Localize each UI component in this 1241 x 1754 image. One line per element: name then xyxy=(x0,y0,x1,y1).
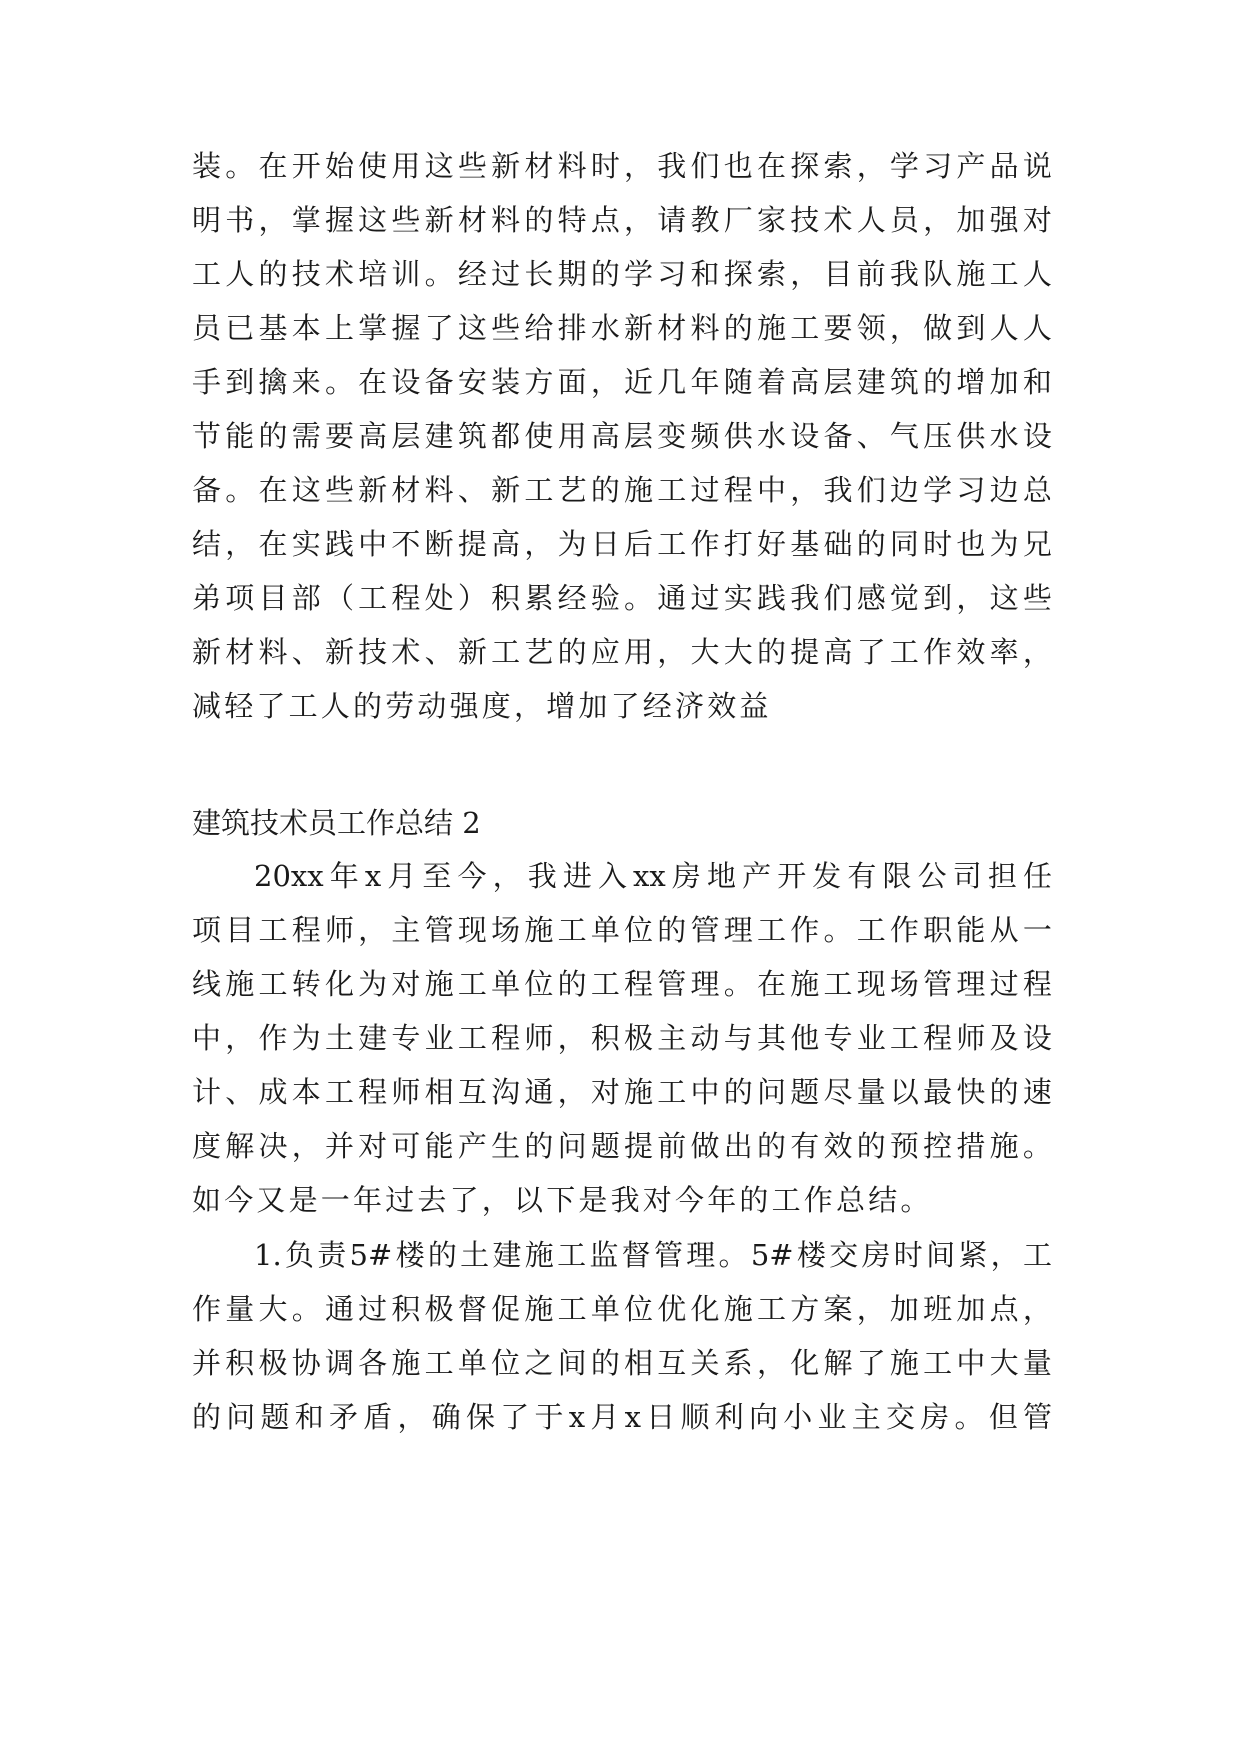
text-line: 中 ， 作 为 土 建 专 业 工 程 师 ， 积 极 主 动 与 其 他 专 业 工 程 师 及 设 xyxy=(192,1021,1052,1055)
text-line: 工 人 的 技 术 培 训 。 经 过 长 期 的 学 习 和 探 索 ， 目 前 我 队 施 工 人 xyxy=(192,257,1052,291)
section-heading: 建筑技术员工作总结 2 xyxy=(192,806,481,840)
text-line: 线 施 工 转 化 为 对 施 工 单 位 的 工 程 管 理 。 在 施 工 现 场 管 理 过 程 xyxy=(192,967,1052,1001)
text-line: 的 问 题 和 矛 盾 ， 确 保 了 于 x 月 x 日 顺 利 向 小 业 主 交 房 。 但 管 xyxy=(192,1400,1052,1434)
text-line: 度 解 决 ， 并 对 可 能 产 生 的 问 题 提 前 做 出 的 有 效 的 预 控 措 施 。 xyxy=(192,1129,1052,1163)
text-line-first: 1. 负 责 5# 楼 的 土 建 施 工 监 督 管 理 。 5# 楼 交 房 时 间 紧 ， 工 xyxy=(254,1238,1052,1272)
text-line: 节 能 的 需 要 高 层 建 筑 都 使 用 高 层 变 频 供 水 设 备 、 气 压 供 水 设 xyxy=(192,419,1052,453)
text-line: 作 量 大 。 通 过 积 极 督 促 施 工 单 位 优 化 施 工 方 案 ， 加 班 加 点 ， xyxy=(192,1292,1052,1326)
text-line: 装 。 在 开 始 使 用 这 些 新 材 料 时 ， 我 们 也 在 探 索 ， 学 习 产 品 说 xyxy=(192,149,1052,183)
text-line-last: 如今又是一年过去了，以下是我对今年的工作总结。 xyxy=(192,1183,933,1217)
text-line: 新 材 料 、 新 技 术 、 新 工 艺 的 应 用 ， 大 大 的 提 高 了 工 作 效 率 ， xyxy=(192,635,1052,669)
text-line: 备 。 在 这 些 新 材 料 、 新 工 艺 的 施 工 过 程 中 ， 我 们 边 学 习 边 总 xyxy=(192,473,1052,507)
text-line: 手 到 擒 来 。 在 设 备 安 装 方 面 ， 近 几 年 随 着 高 层 建 筑 的 增 加 和 xyxy=(192,365,1052,399)
text-line: 员 已 基 本 上 掌 握 了 这 些 给 排 水 新 材 料 的 施 工 要 领 ， 做 到 人 人 xyxy=(192,311,1052,345)
text-line: 项 目 工 程 师 ， 主 管 现 场 施 工 单 位 的 管 理 工 作 。 工 作 职 能 从 一 xyxy=(192,913,1052,947)
section-2-paragraph-2 xyxy=(192,1228,1052,1444)
section-1-paragraph xyxy=(192,139,1052,733)
text-line: 计 、 成 本 工 程 师 相 互 沟 通 ， 对 施 工 中 的 问 题 尽 量 以 最 快 的 速 xyxy=(192,1075,1052,1109)
text-line: 明 书 ， 掌 握 这 些 新 材 料 的 特 点 ， 请 教 厂 家 技 术 人 员 ， 加 强 对 xyxy=(192,203,1052,237)
text-line-last: 减轻了工人的劳动强度，增加了经济效益 xyxy=(192,689,772,723)
text-line: 并 积 极 协 调 各 施 工 单 位 之 间 的 相 互 关 系 ， 化 解 了 施 工 中 大 量 xyxy=(192,1346,1052,1380)
text-line-first: 20xx 年 x 月 至 今 ， 我 进 入 xx 房 地 产 开 发 有 限 公 司 担 任 xyxy=(254,859,1052,893)
section-2-paragraph-1 xyxy=(192,849,1052,1227)
text-line: 结 ， 在 实 践 中 不 断 提 高 ， 为 日 后 工 作 打 好 基 础 的 同 时 也 为 兄 xyxy=(192,527,1052,561)
text-line: 弟 项 目 部 （ 工 程 处 ） 积 累 经 验 。 通 过 实 践 我 们 感 觉 到 ， 这 些 xyxy=(192,581,1052,615)
section-2 xyxy=(192,796,1052,850)
